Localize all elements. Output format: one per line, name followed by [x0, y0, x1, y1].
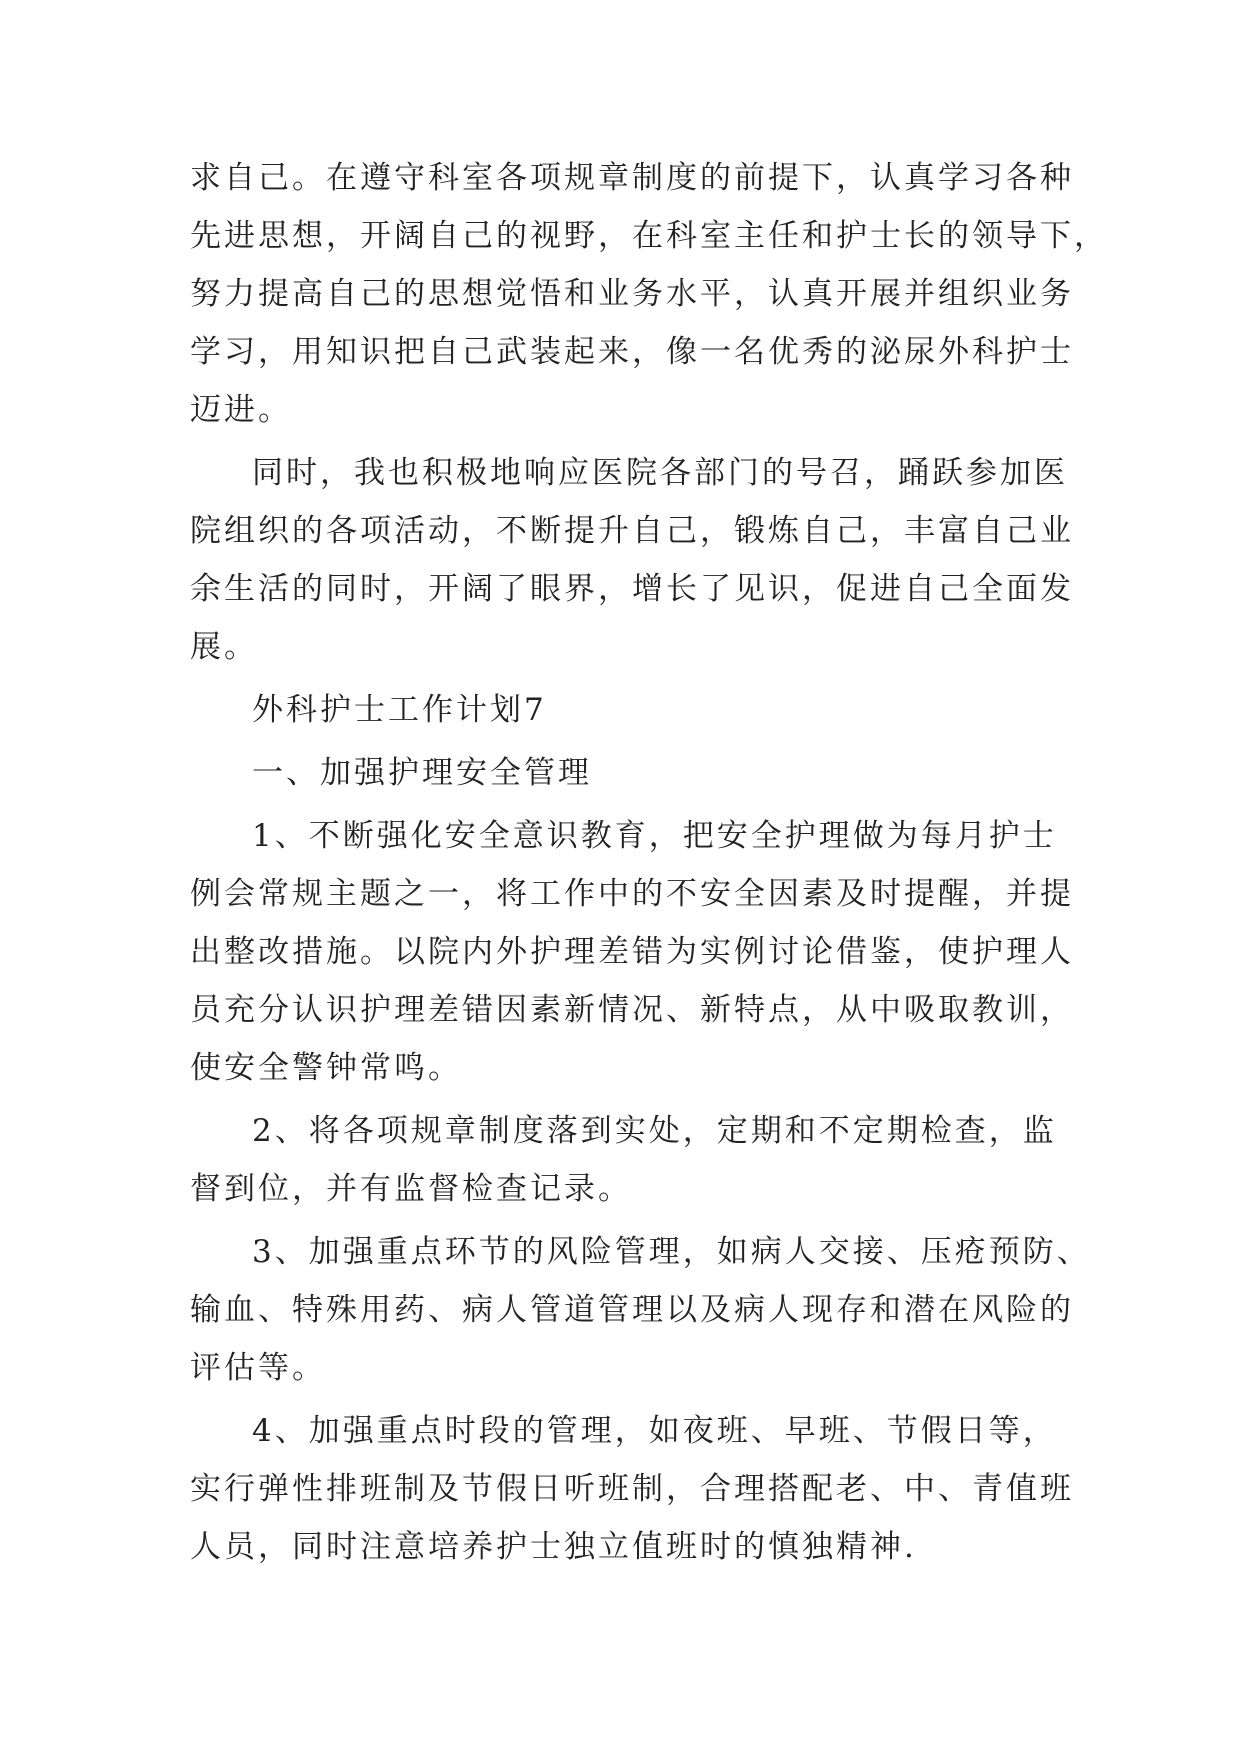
text-line-5: 迈进。 — [190, 392, 292, 428]
text-line-3: 努力提高自己的思想觉悟和业务水平，认真开展并组织业务 — [190, 276, 1074, 312]
text-line-17: 2、将各项规章制度落到实处，定期和不定期检查，监 — [252, 1113, 1057, 1149]
text-line-2: 先进思想，开阔自己的视野，在科室主任和护士长的领导下， — [190, 218, 1108, 254]
text-line-14: 出整改措施。以院内外护理差错为实例讨论借鉴，使护理人 — [190, 934, 1074, 970]
text-line-22: 4、加强重点时段的管理，如夜班、早班、节假日等， — [252, 1413, 1057, 1449]
text-line-1: 求自己。在遵守科室各项规章制度的前提下，认真学习各种 — [190, 160, 1074, 196]
text-line-23: 实行弹性排班制及节假日听班制，合理搭配老、中、青值班 — [190, 1471, 1074, 1507]
text-line-6: 同时，我也积极地响应医院各部门的号召，踊跃参加医 — [252, 455, 1068, 491]
text-line-4: 学习，用知识把自己武装起来，像一名优秀的泌尿外科护士 — [190, 334, 1074, 370]
section-heading: 外科护士工作计划7 — [252, 692, 547, 728]
text-line-21: 评估等。 — [190, 1350, 326, 1386]
text-line-18: 督到位，并有监督检查记录。 — [190, 1171, 632, 1207]
text-line-20: 输血、特殊用药、病人管道管理以及病人现存和潜在风险的 — [190, 1292, 1074, 1328]
text-line-12: 1、不断强化安全意识教育，把安全护理做为每月护士 — [252, 818, 1057, 854]
text-line-13: 例会常规主题之一，将工作中的不安全因素及时提醒，并提 — [190, 876, 1074, 912]
text-line-15: 员充分认识护理差错因素新情况、新特点，从中吸取教训， — [190, 992, 1074, 1028]
text-line-7: 院组织的各项活动，不断提升自己，锻炼自己，丰富自己业 — [190, 513, 1074, 549]
text-line-9: 展。 — [190, 629, 258, 665]
text-line-24: 人员，同时注意培养护士独立值班时的慎独精神. — [190, 1529, 917, 1565]
text-line-16: 使安全警钟常鸣。 — [190, 1050, 462, 1086]
subsection-heading: 一、加强护理安全管理 — [252, 755, 592, 791]
text-line-19: 3、加强重点环节的风险管理，如病人交接、压疮预防、 — [252, 1234, 1091, 1270]
text-line-8: 余生活的同时，开阔了眼界，增长了见识，促进自己全面发 — [190, 571, 1074, 607]
